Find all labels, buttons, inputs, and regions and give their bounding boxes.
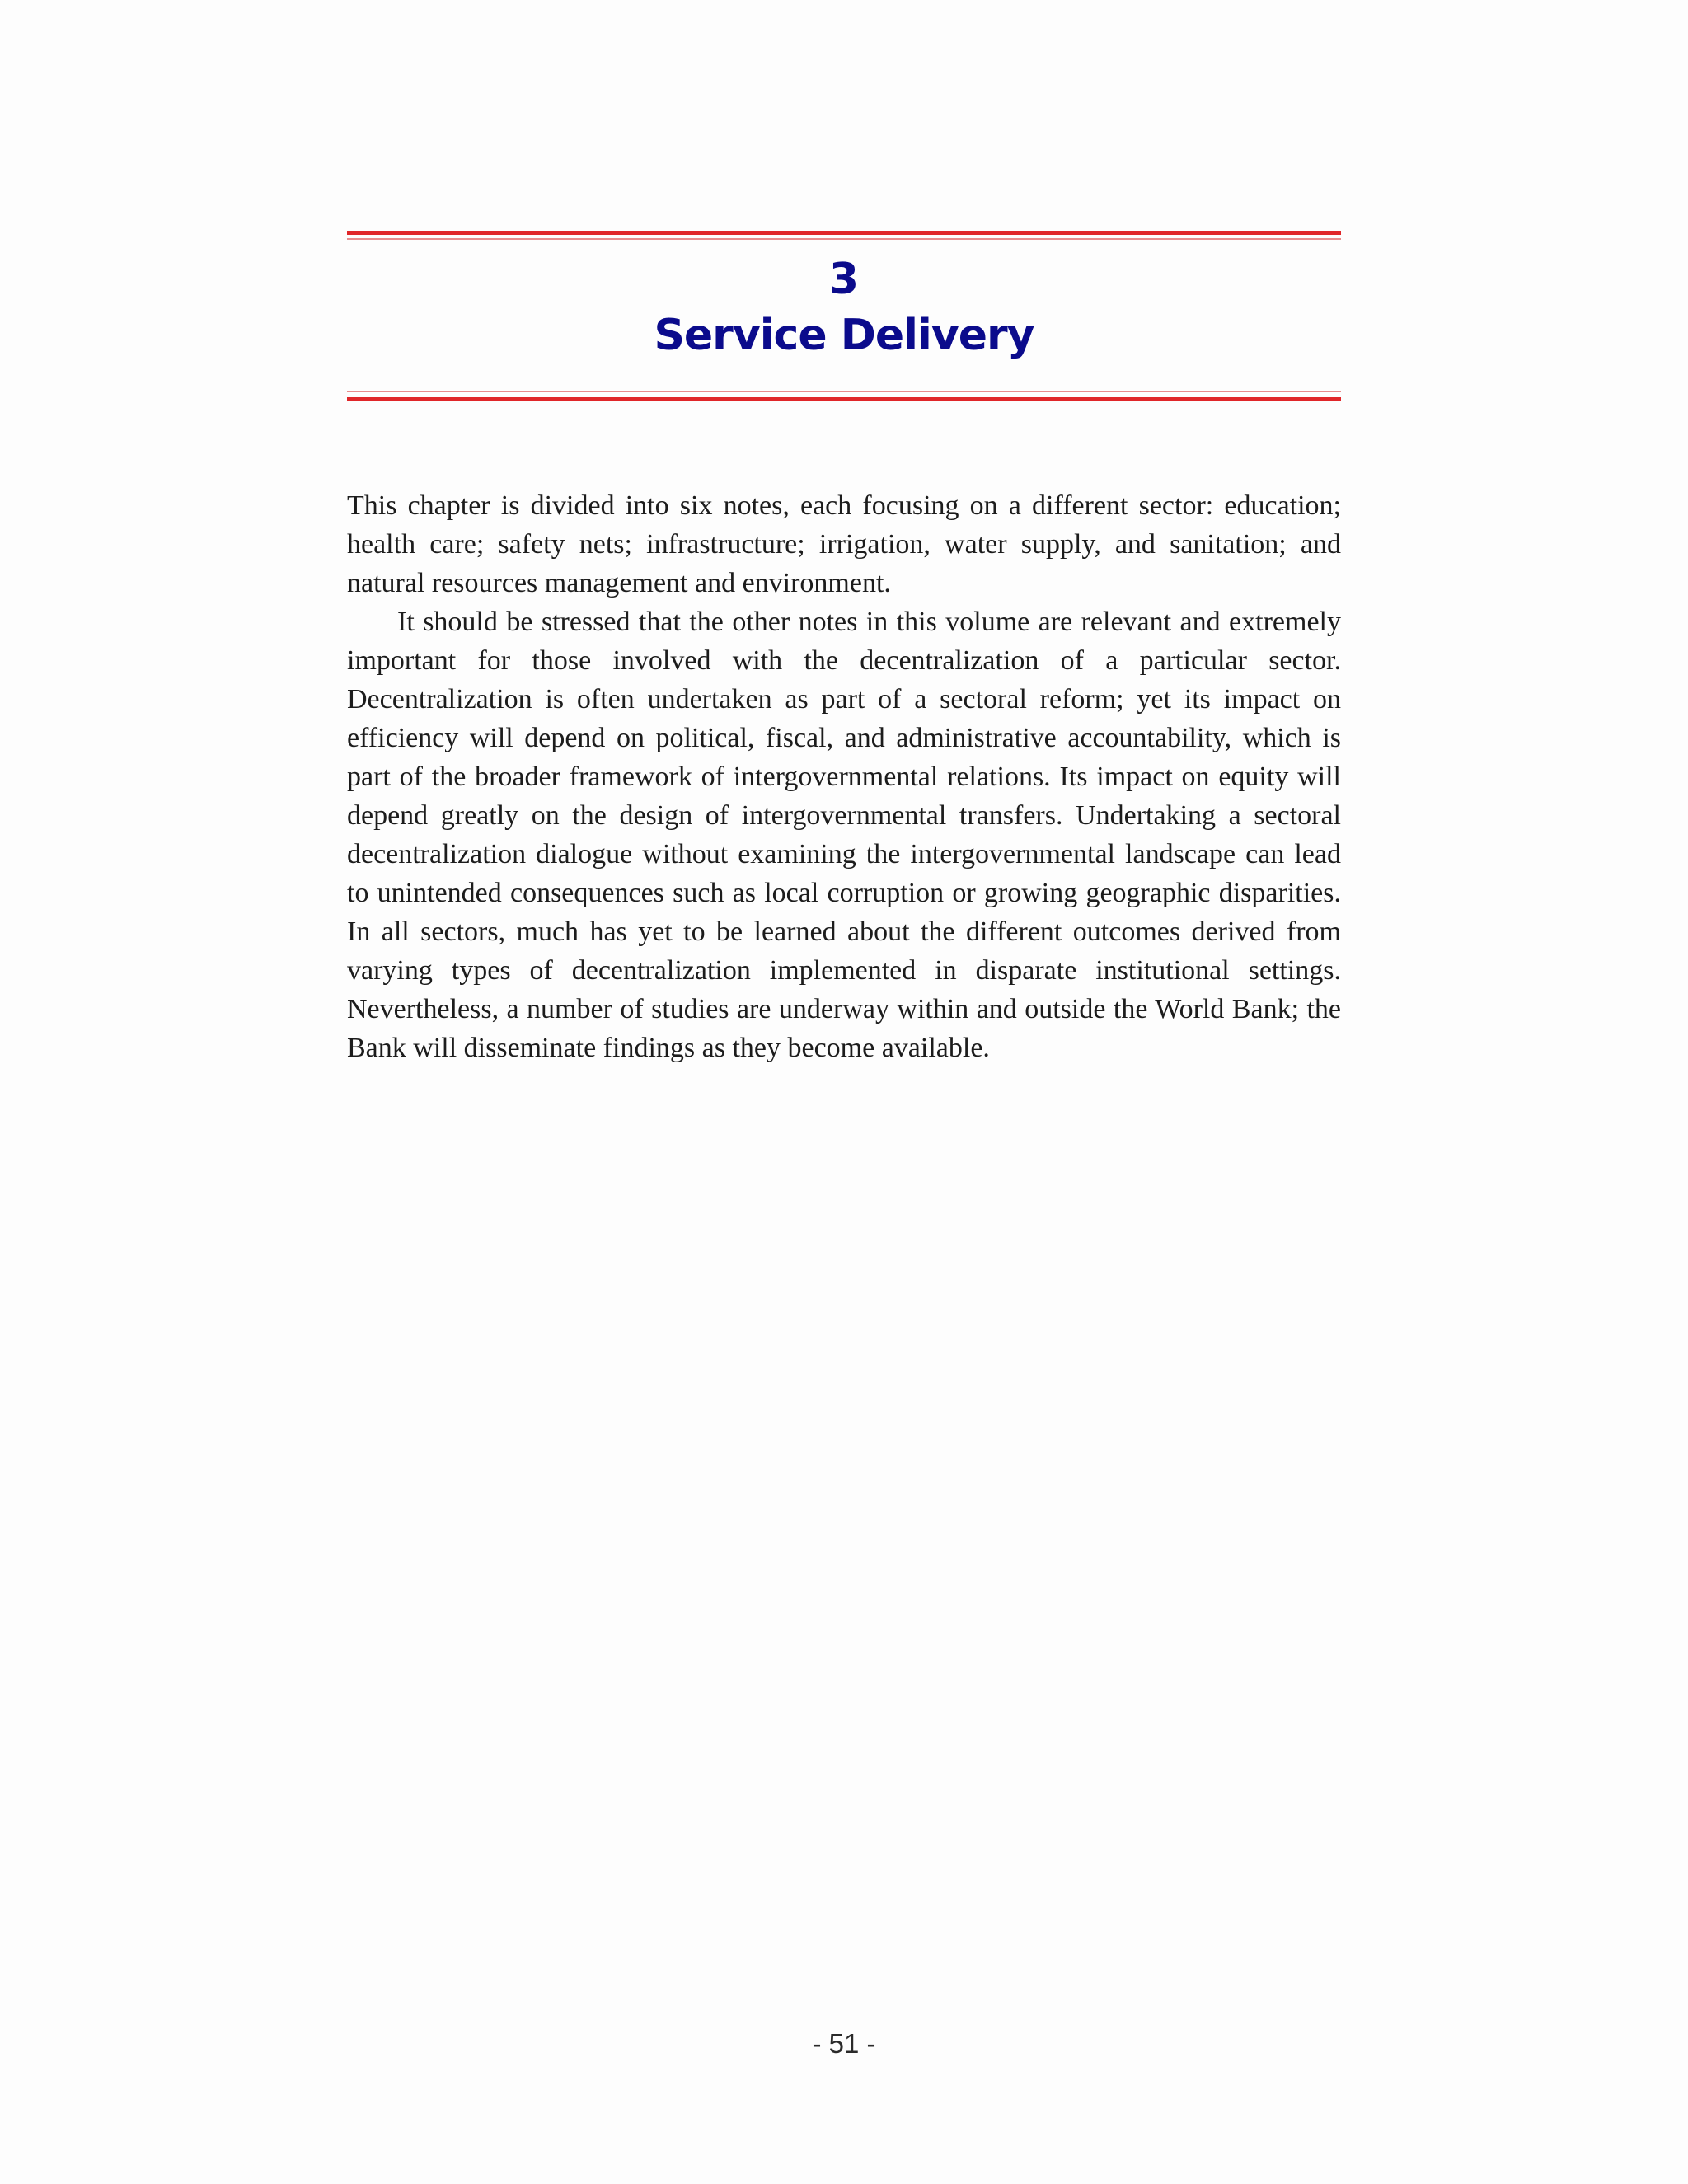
chapter-number: 3 bbox=[828, 255, 860, 304]
chapter-header bbox=[347, 228, 1341, 405]
chapter-title: Service Delivery bbox=[654, 311, 1034, 360]
chapter-body bbox=[347, 486, 1341, 1067]
page-number: - 51 - bbox=[812, 2028, 876, 2059]
header-rule-top bbox=[347, 231, 1341, 235]
header-rule-bottom-thin bbox=[347, 391, 1341, 392]
body-paragraph-2: It should be stressed that the other notes in this volume are relevant and extremely important for those involved with the decentralization of a particular sector. Decentralization is often undertaken as part of a sectoral reform; yet its impact on efficiency will depend on political, fiscal, and administrative accountability, which is part of the broader framework of intergovernmental relations. Its impact on equity will depend greatly on the design of intergovernmental transfers. Undertaking a sectoral decentralization dialogue without examining the intergovernmental landscape can lead to unintended consequences such as local corruption or growing geographic disparities. In all sectors, much has yet to be learned about the different outcomes derived from varying types of decentralization implemented in disparate institutional settings. Nevertheless, a number of studies are underway within and outside the World Bank; the Bank will disseminate findings as they become available. bbox=[347, 607, 1341, 1063]
header-rule-bottom bbox=[347, 397, 1341, 401]
body-paragraph-1: This chapter is divided into six notes, each focusing on a different sector: education; health care; safety nets; infrastructure; irrigation, water supply, and sanitation; and natural resources management and environment. bbox=[347, 490, 1341, 598]
header-rule-top-thin bbox=[347, 238, 1341, 240]
